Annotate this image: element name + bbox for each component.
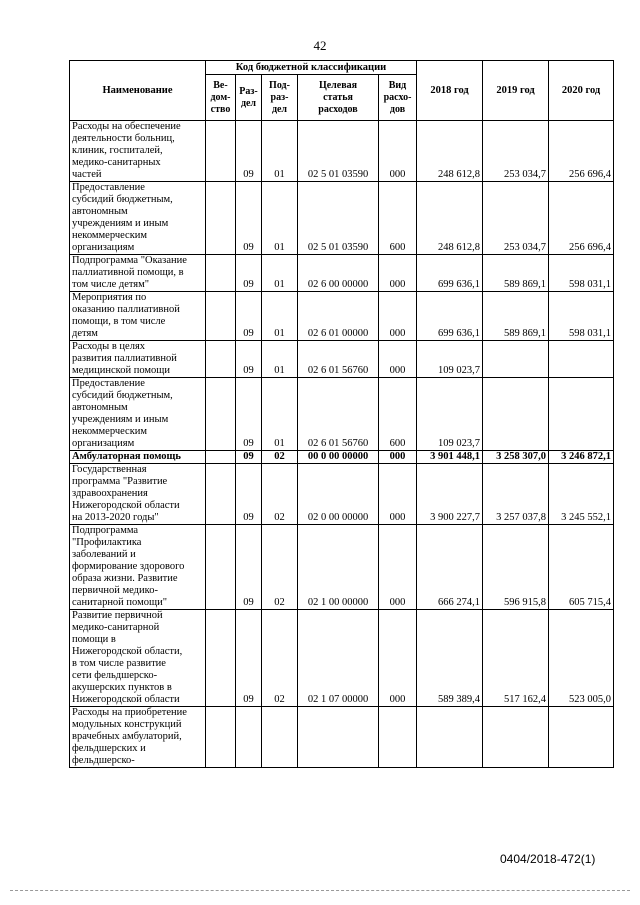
row-expense-type: 000	[379, 525, 417, 610]
row-name: Предоставление субсидий бюджетным, автономным учреждениям и иным некоммерческим организациям	[70, 378, 206, 451]
row-ved	[206, 341, 236, 378]
row-value-2019	[483, 378, 549, 451]
row-name: Расходы в целях развития паллиативной медицинской помощи	[70, 341, 206, 378]
row-value-2020: 256 696,4	[549, 182, 614, 255]
table-row	[70, 464, 614, 525]
row-razdel: 09	[236, 451, 262, 464]
row-value-2018: 109 023,7	[417, 378, 483, 451]
row-podrazdel: 01	[262, 121, 298, 182]
row-ved	[206, 610, 236, 707]
row-razdel	[236, 707, 262, 768]
row-value-2019: 596 915,8	[483, 525, 549, 610]
row-razdel: 09	[236, 378, 262, 451]
row-razdel: 09	[236, 341, 262, 378]
row-razdel: 09	[236, 525, 262, 610]
row-razdel: 09	[236, 121, 262, 182]
row-expense-type: 000	[379, 341, 417, 378]
row-name: Расходы на приобретение модульных конструкций врачебных амбулаторий, фельдшерских и фельдшерско-	[70, 707, 206, 768]
header-name: Наименование	[70, 61, 206, 121]
row-value-2020: 523 005,0	[549, 610, 614, 707]
row-value-2019: 253 034,7	[483, 182, 549, 255]
row-expense-type: 000	[379, 610, 417, 707]
row-value-2018: 248 612,8	[417, 121, 483, 182]
budget-table	[69, 60, 614, 768]
row-expense-type: 600	[379, 378, 417, 451]
table-row	[70, 707, 614, 768]
row-razdel: 09	[236, 182, 262, 255]
row-target-code: 02 6 01 56760	[298, 378, 379, 451]
row-value-2020: 3 245 552,1	[549, 464, 614, 525]
row-target-code: 02 6 01 56760	[298, 341, 379, 378]
table-row	[70, 182, 614, 255]
header-podrazdel: Под- раз- дел	[262, 75, 298, 121]
header-2020: 2020 год	[549, 61, 614, 121]
row-target-code	[298, 707, 379, 768]
row-expense-type	[379, 707, 417, 768]
page-number: 42	[313, 38, 327, 53]
row-value-2020	[549, 707, 614, 768]
row-value-2019: 3 258 307,0	[483, 451, 549, 464]
row-razdel: 09	[236, 255, 262, 292]
row-target-code: 02 6 00 00000	[298, 255, 379, 292]
page-edge-line	[10, 890, 630, 891]
row-value-2020: 598 031,1	[549, 255, 614, 292]
row-name: Расходы на обеспечение деятельности больниц, клиник, госпиталей, медико-санитарных частей	[70, 121, 206, 182]
row-razdel: 09	[236, 464, 262, 525]
row-expense-type: 000	[379, 451, 417, 464]
row-ved	[206, 182, 236, 255]
row-expense-type: 000	[379, 121, 417, 182]
row-ved	[206, 255, 236, 292]
row-target-code: 02 5 01 03590	[298, 182, 379, 255]
row-podrazdel: 01	[262, 255, 298, 292]
row-ved	[206, 464, 236, 525]
row-name: Государственная программа "Развитие здравоохранения Нижегородской области на 2013-2020 годы"	[70, 464, 206, 525]
row-podrazdel: 01	[262, 182, 298, 255]
row-value-2019: 3 257 037,8	[483, 464, 549, 525]
row-expense-type: 000	[379, 255, 417, 292]
row-value-2020	[549, 378, 614, 451]
row-podrazdel: 01	[262, 292, 298, 341]
row-value-2018: 109 023,7	[417, 341, 483, 378]
row-podrazdel: 02	[262, 464, 298, 525]
row-value-2019: 253 034,7	[483, 121, 549, 182]
table-row	[70, 610, 614, 707]
row-value-2018: 699 636,1	[417, 292, 483, 341]
table-row	[70, 378, 614, 451]
header-2019: 2019 год	[483, 61, 549, 121]
row-value-2019: 517 162,4	[483, 610, 549, 707]
header-vid: Вид расхо- дов	[379, 75, 417, 121]
row-value-2018: 666 274,1	[417, 525, 483, 610]
header-target: Целевая статья расходов	[298, 75, 379, 121]
row-podrazdel: 02	[262, 451, 298, 464]
row-podrazdel: 02	[262, 610, 298, 707]
table-row	[70, 451, 614, 464]
row-razdel: 09	[236, 610, 262, 707]
row-target-code: 02 1 00 00000	[298, 525, 379, 610]
header-2018: 2018 год	[417, 61, 483, 121]
row-expense-type: 000	[379, 464, 417, 525]
row-value-2018: 589 389,4	[417, 610, 483, 707]
row-name: Амбулаторная помощь	[70, 451, 206, 464]
row-value-2019	[483, 341, 549, 378]
row-expense-type: 600	[379, 182, 417, 255]
row-name: Мероприятия по оказанию паллиативной помощи, в том числе детям	[70, 292, 206, 341]
row-value-2020: 256 696,4	[549, 121, 614, 182]
table-row	[70, 525, 614, 610]
row-value-2019: 589 869,1	[483, 255, 549, 292]
row-ved	[206, 292, 236, 341]
row-razdel: 09	[236, 292, 262, 341]
row-target-code: 02 0 00 00000	[298, 464, 379, 525]
row-ved	[206, 707, 236, 768]
row-value-2020: 3 246 872,1	[549, 451, 614, 464]
table-row	[70, 292, 614, 341]
row-podrazdel	[262, 707, 298, 768]
row-value-2020	[549, 341, 614, 378]
row-value-2018: 3 900 227,7	[417, 464, 483, 525]
row-value-2019: 589 869,1	[483, 292, 549, 341]
table-row	[70, 121, 614, 182]
table-row	[70, 341, 614, 378]
row-ved	[206, 121, 236, 182]
row-value-2020: 605 715,4	[549, 525, 614, 610]
header-ved: Ве- дом- ство	[206, 75, 236, 121]
row-value-2019	[483, 707, 549, 768]
table-row	[70, 255, 614, 292]
row-name: Подпрограмма "Профилактика заболеваний и формирование здорового образа жизни. Развитие первичной медико- санитарной помощи"	[70, 525, 206, 610]
row-target-code: 02 6 01 00000	[298, 292, 379, 341]
row-value-2018	[417, 707, 483, 768]
row-podrazdel: 01	[262, 378, 298, 451]
row-target-code: 02 5 01 03590	[298, 121, 379, 182]
row-ved	[206, 525, 236, 610]
row-target-code: 02 1 07 00000	[298, 610, 379, 707]
row-name: Развитие первичной медико-санитарной помощи в Нижегородской области, в том числе развитие сети фельдшерско- акушерских пунктов в Нижегородской области	[70, 610, 206, 707]
document-code: 0404/2018-472(1)	[500, 852, 596, 866]
row-ved	[206, 451, 236, 464]
row-podrazdel: 02	[262, 525, 298, 610]
row-value-2018: 248 612,8	[417, 182, 483, 255]
row-podrazdel: 01	[262, 341, 298, 378]
row-value-2020: 598 031,1	[549, 292, 614, 341]
row-value-2018: 699 636,1	[417, 255, 483, 292]
header-code-group: Код бюджетной классификации	[206, 61, 417, 75]
row-expense-type: 000	[379, 292, 417, 341]
row-name: Подпрограмма "Оказание паллиативной помощи, в том числе детям"	[70, 255, 206, 292]
row-value-2018: 3 901 448,1	[417, 451, 483, 464]
row-ved	[206, 378, 236, 451]
row-target-code: 00 0 00 00000	[298, 451, 379, 464]
header-razdel: Раз- дел	[236, 75, 262, 121]
row-name: Предоставление субсидий бюджетным, автономным учреждениям и иным некоммерческим организациям	[70, 182, 206, 255]
